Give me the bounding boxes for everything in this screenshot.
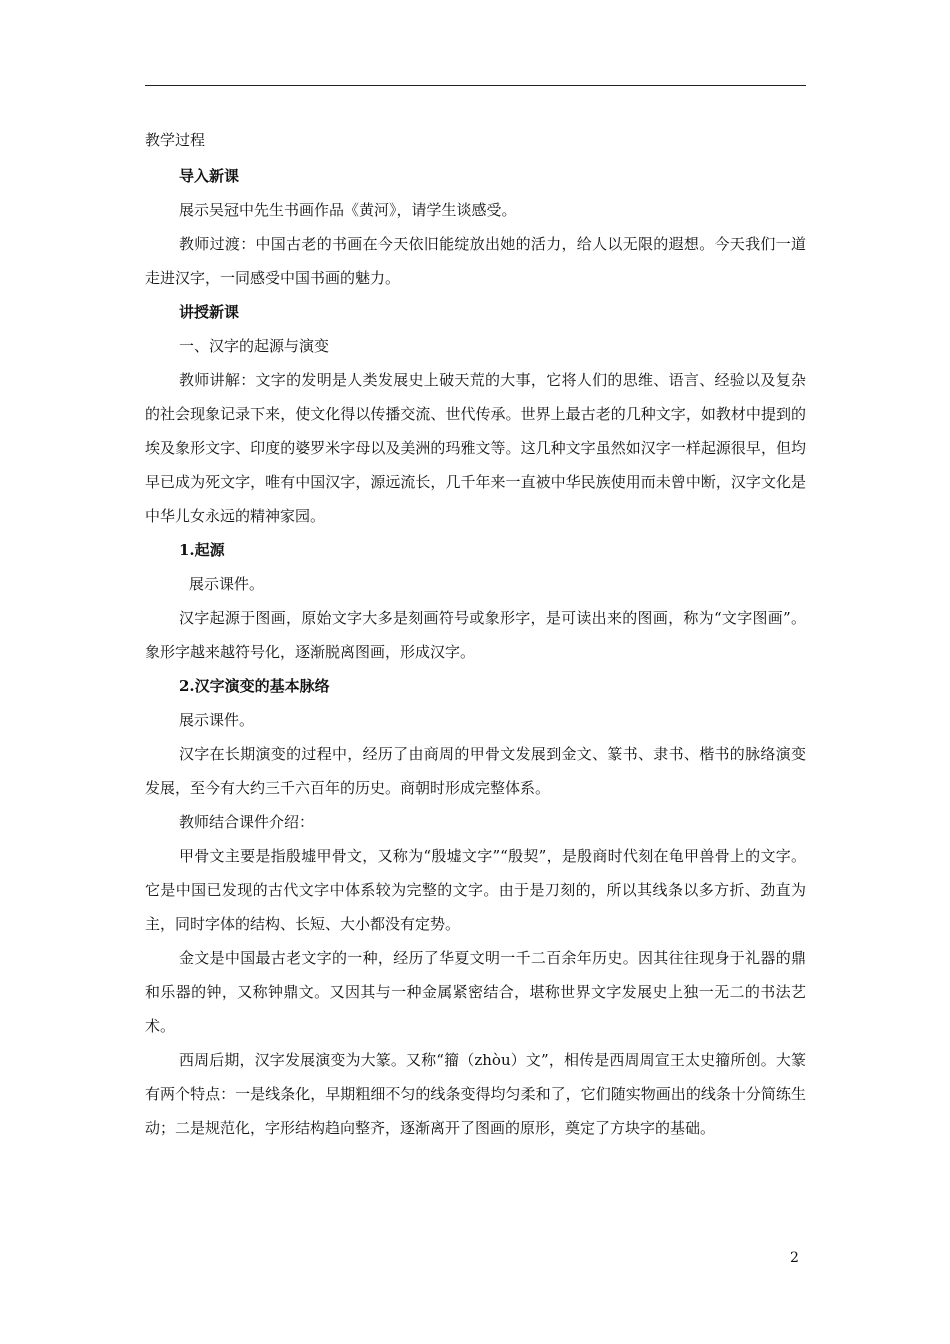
document-body [145, 123, 806, 1145]
heading-evolution: 2.汉字演变的基本脉络 [179, 677, 330, 695]
paragraph-seal-script: 西周后期，汉字发展演变为大篆。又称“籀（zhòu）文”，相传是西周周宣王太史籀所创。大篆有两个特点：一是线条化，早期粗细不匀的线条变得均匀柔和了，它们随实物画出的线条十分简练生动；二是规范化，字形结构趋向整齐，逐渐离开了图画的原形，奠定了方块字的基础。 [145, 1051, 806, 1137]
paragraph-show-courseware-2: 展示课件。 [179, 711, 255, 729]
heading-intro: 导入新课 [179, 167, 240, 185]
paragraph-evolution: 汉字在长期演变的过程中，经历了由商周的甲骨文发展到金文、篆书、隶书、楷书的脉络演变发展，至今有大约三千六百年的历史。商朝时形成完整体系。 [145, 745, 806, 797]
paragraph-origin: 汉字起源于图画，原始文字大多是刻画符号或象形字，是可读出来的图画，称为“文字图画”。象形字越来越符号化，逐渐脱离图画，形成汉字。 [145, 609, 806, 661]
section-title: 教学过程 [145, 131, 206, 149]
paragraph-oracle-bone: 甲骨文主要是指殷墟甲骨文，又称为“殷墟文字”“殷契”，是殷商时代刻在龟甲兽骨上的文字。它是中国已发现的古代文字中体系较为完整的文字。由于是刀刻的，所以其线条以多方折、劲直为主，同时字体的结构、长短、大小都没有定势。 [145, 847, 806, 933]
heading-origin: 1.起源 [179, 541, 225, 559]
paragraph-courseware-intro: 教师结合课件介绍： [179, 813, 315, 831]
paragraph-intro-1: 展示吴冠中先生书画作品《黄河》，请学生谈感受。 [179, 201, 517, 219]
paragraph-intro-2: 教师过渡：中国古老的书画在今天依旧能绽放出她的活力，给人以无限的遐想。今天我们一道走进汉字，一同感受中国书画的魅力。 [145, 235, 806, 287]
heading-part-1: 一、汉字的起源与演变 [179, 337, 330, 355]
page-number: 2 [790, 1250, 799, 1266]
paragraph-teacher-explain: 教师讲解：文字的发明是人类发展史上破天荒的大事，它将人们的思维、语言、经验以及复杂的社会现象记录下来，使文化得以传播交流、世代传承。世界上最古老的几种文字，如教材中提到的埃及象形文字、印度的婆罗米字母以及美洲的玛雅文等。这几种文字虽然如汉字一样起源很早，但均早已成为死文字，唯有中国汉字，源远流长，几千年来一直被中华民族使用而未曾中断，汉字文化是中华儿女永远的精神家园。 [145, 371, 806, 525]
heading-teach: 讲授新课 [179, 303, 240, 321]
paragraph-show-courseware-1: 展示课件。 [189, 575, 265, 593]
paragraph-bronze-script: 金文是中国最古老文字的一种，经历了华夏文明一千二百余年历史。因其往往现身于礼器的鼎和乐器的钟，又称钟鼎文。又因其与一种金属紧密结合，堪称世界文字发展史上独一无二的书法艺术。 [145, 949, 806, 1035]
header-rule [145, 85, 806, 86]
